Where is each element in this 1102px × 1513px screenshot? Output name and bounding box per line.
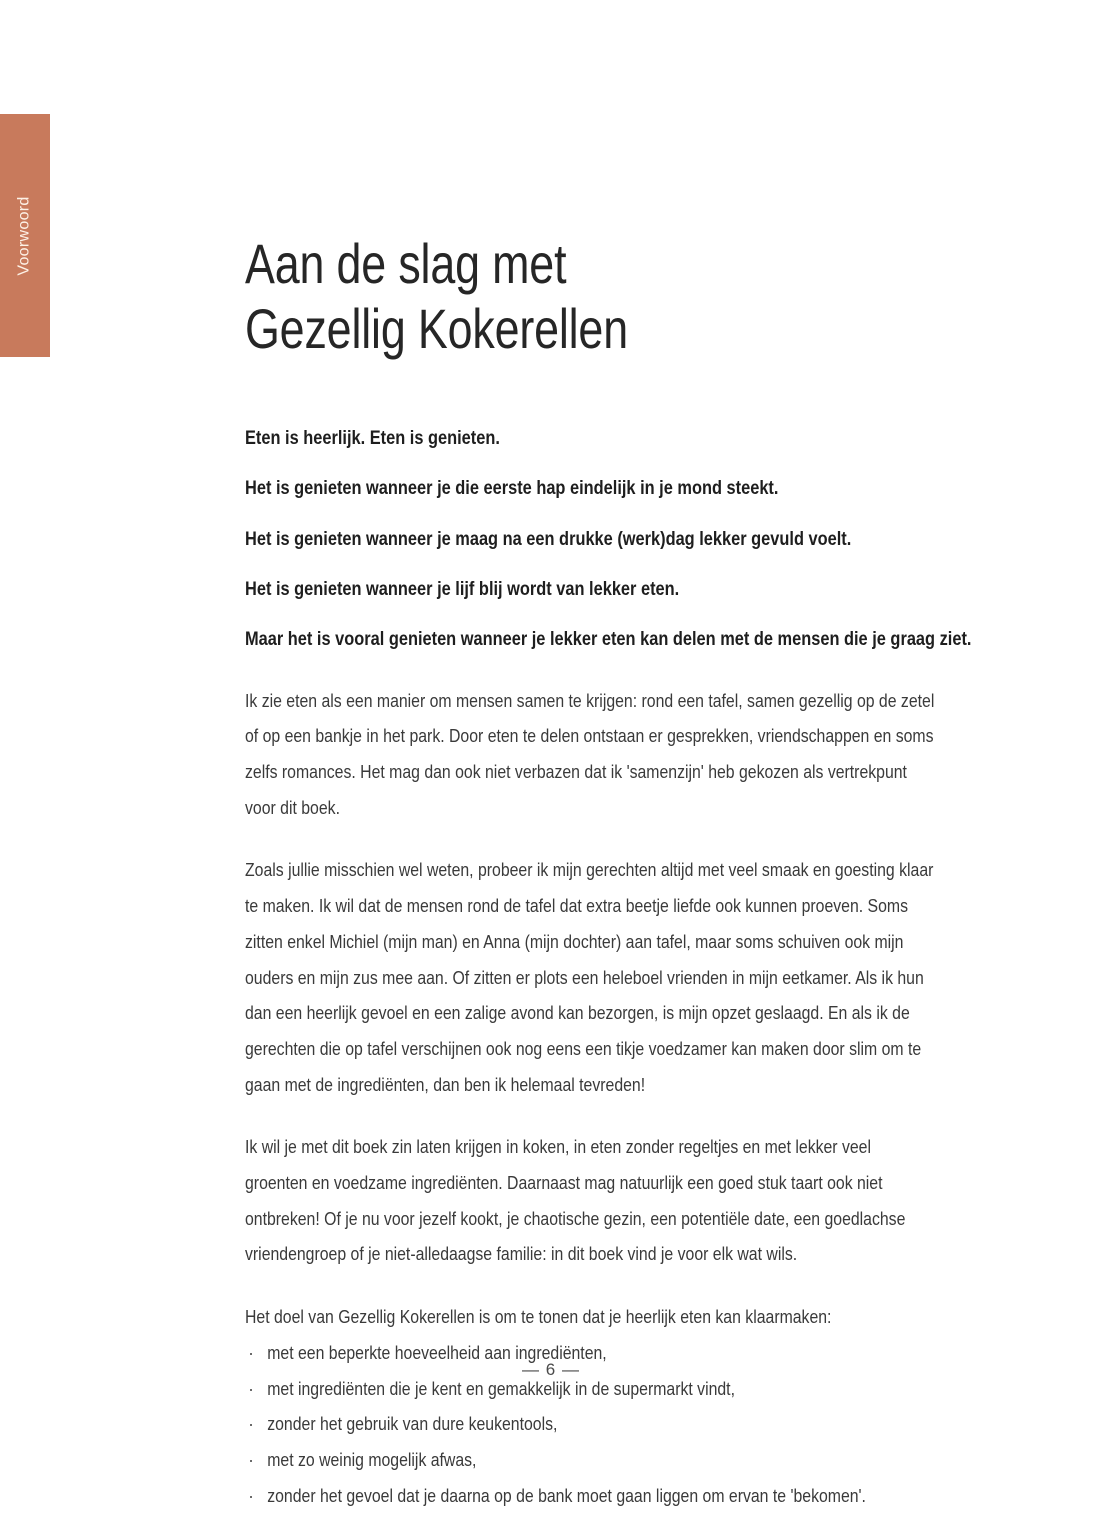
lead-line: Het is genieten wanneer je maag na een drukke (werk)dag lekker gevuld voelt.	[245, 527, 852, 550]
list-item-label: met zo weinig mogelijk afwas,	[267, 1448, 477, 1470]
page-title	[245, 0, 937, 362]
page-title-line-2: Gezellig Kokerellen	[245, 296, 628, 360]
lead-paragraph-group	[245, 426, 972, 653]
lead-line: Maar het is vooral genieten wanneer je lekker eten kan delen met de mensen die je graag ziet.	[245, 628, 972, 651]
body-text-group	[245, 683, 937, 1513]
list-item-label: zonder het gebruik van dure keukentools,	[267, 1413, 558, 1435]
chapter-side-tab-label: Voorwoord	[16, 195, 34, 276]
bullet-icon: ·	[248, 1377, 254, 1399]
body-paragraph: Zoals jullie misschien wel weten, probeer ik mijn gerechten altijd met veel smaak en goesting klaar te maken. Ik wil dat de mensen rond de tafel dat extra beetje liefde ook kunnen proeven. Soms zitten enkel Michiel (mijn man) en Anna (mijn dochter) aan tafel, maar soms schuiven ook mijn ouders en mijn zus mee aan. Of zitten er plots een heleboel vrienden in mijn eetkamer. Als ik hun dan een heerlijk gevoel en een zalige avond kan bezorgen, is mijn opzet geslaagd. En als ik de gerechten die op tafel verschijnen ook nog eens een tikje voedzamer kan maken door slim om te gaan met de ingrediënten, dan ben ik helemaal tevreden!	[245, 859, 934, 1095]
bullet-icon: ·	[248, 1341, 254, 1363]
page-footer	[0, 1360, 1102, 1380]
lead-line: Het is genieten wanneer je die eerste hap eindelijk in je mond steekt.	[245, 477, 779, 500]
bullet-icon: ·	[248, 1413, 254, 1435]
body-paragraph: Ik wil je met dit boek zin laten krijgen in koken, in eten zonder regeltjes en met lekker veel groenten en voedzame ingrediënten. Daarnaast mag natuurlijk een goed stuk taart ook niet ontbreken! Of je nu voor jezelf kookt, je chaotische gezin, een potentiële date, een goedlachse vriendengroep of je niet-alledaagse familie: in dit boek vind je voor elk wat wils.	[245, 1136, 906, 1265]
body-paragraph: Ik zie eten als een manier om mensen samen te krijgen: rond een tafel, samen gezellig op de zetel of op een bankje in het park. Door eten te delen ontstaan er gesprekken, vriendschappen en soms zelfs romances. Het mag dan ook niet verbazen dat ik 'samenzijn' heb gekozen als vertrekpunt voor dit boek.	[245, 689, 935, 818]
bullet-icon: ·	[248, 1484, 254, 1506]
page-number: — 6 —	[522, 1360, 580, 1379]
lead-line: Eten is heerlijk. Eten is genieten.	[245, 426, 500, 449]
lead-line: Het is genieten wanneer je lijf blij wordt van lekker eten.	[245, 577, 680, 600]
list-item	[245, 1442, 937, 1478]
chapter-side-tab	[0, 114, 50, 357]
list-item	[245, 1478, 937, 1513]
page-title-line-1: Aan de slag met	[245, 232, 567, 295]
bullet-icon: ·	[248, 1448, 254, 1470]
list-item-label: met een beperkte hoeveelheid aan ingrediënten,	[267, 1341, 607, 1363]
page-content	[245, 0, 972, 1506]
list-intro-text: Het doel van Gezellig Kokerellen is om te tonen dat je heerlijk eten kan klaarmaken:	[245, 1306, 832, 1328]
list-item	[245, 1406, 937, 1442]
list-item-label: met ingrediënten die je kent en gemakkelijk in de supermarkt vindt,	[267, 1377, 735, 1399]
list-item-label: zonder het gevoel dat je daarna op de bank moet gaan liggen om ervan te 'bekomen'.	[267, 1484, 866, 1506]
